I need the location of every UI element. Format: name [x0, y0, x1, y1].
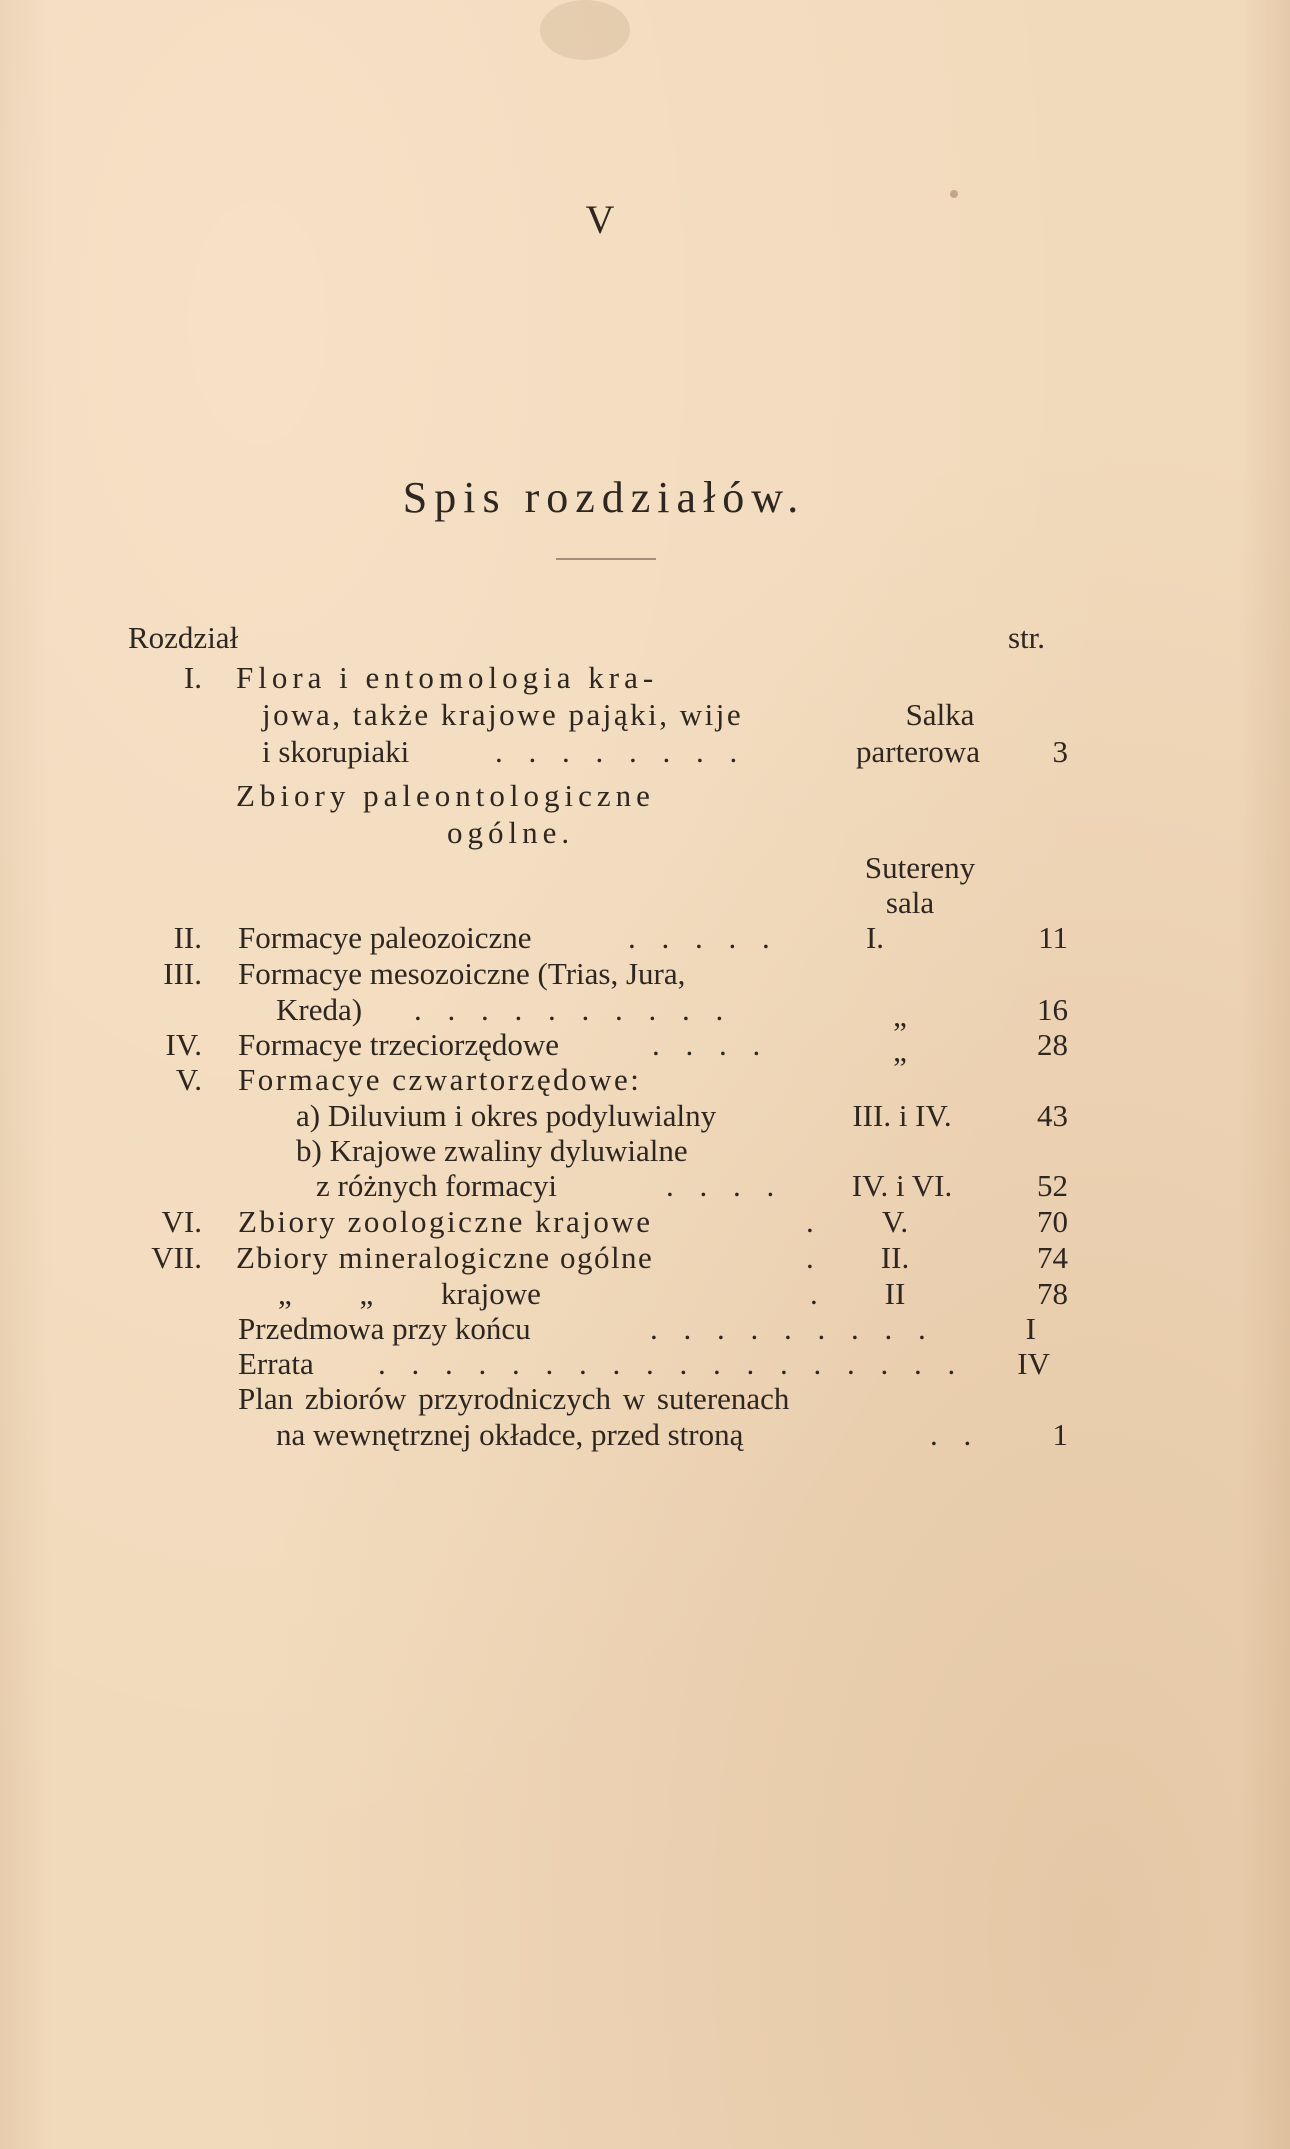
entry-title-line: Formacye czwartorzędowe:: [238, 1062, 642, 1097]
title-rule: [556, 558, 656, 560]
entry-title-line: ogólne.: [447, 815, 575, 850]
entry-title-line: i skorupiaki: [262, 734, 410, 769]
page-ref: 28: [1037, 1027, 1068, 1062]
chapter-number: I.: [183, 660, 202, 695]
chapter-number: IV.: [165, 1027, 202, 1062]
chapter-number: II.: [173, 920, 202, 955]
chapter-number: VI.: [161, 1204, 202, 1239]
leader-dots: .: [806, 1240, 814, 1275]
room-label: parterowa: [856, 734, 980, 769]
room-label: II.: [880, 1240, 910, 1275]
entry-title-line: Plan zbiorów przyrodniczych w suterenach: [238, 1381, 790, 1416]
entry-title-line: Przedmowa przy końcu: [238, 1311, 531, 1346]
entry-title-line: na wewnętrznej okładce, przed stroną: [276, 1417, 744, 1452]
leader-dots: .: [806, 1204, 814, 1239]
room-label: sala: [885, 885, 935, 920]
leader-dots: . . . .: [652, 1027, 770, 1062]
page-ref: I: [1025, 1311, 1036, 1346]
leader-dots: . . . . . . . . . . . . . . . . . .: [378, 1346, 965, 1381]
ditto-mark: „: [893, 998, 907, 1033]
entry-title-line: „ „ krajowe: [278, 1276, 541, 1311]
page-ref: 43: [1037, 1098, 1068, 1133]
ditto-mark: „: [893, 1033, 907, 1068]
chapter-number: VII.: [151, 1240, 202, 1275]
room-label: IV. i VI.: [851, 1168, 953, 1203]
entry-title-line: Flora i entomologia kra-: [236, 660, 659, 695]
room-label: II: [884, 1276, 906, 1311]
leader-dots: .: [810, 1276, 818, 1311]
leader-dots: . . . . . . . . .: [650, 1311, 935, 1346]
leader-dots: . . . . . . . . . .: [414, 992, 733, 1027]
room-label: V.: [881, 1204, 909, 1239]
page-ref: 78: [1037, 1276, 1068, 1311]
entry-title-line: a) Diluvium i okres podyluwialny: [296, 1098, 717, 1133]
entry-title-line: Zbiory mineralogiczne ogólne: [236, 1240, 654, 1275]
room-label: III. i IV.: [852, 1098, 952, 1133]
paper-stain: [540, 0, 630, 60]
entry-title-line: Formacye mesozoiczne (Trias, Jura,: [238, 956, 686, 991]
room-label: I.: [865, 920, 885, 955]
page-ref: IV: [1017, 1346, 1050, 1381]
entry-title-line: Formacye paleozoiczne: [238, 920, 532, 955]
entry-title-line: b) Krajowe zwaliny dyluwialne: [296, 1133, 688, 1168]
chapter-number: V.: [175, 1062, 202, 1097]
page-ref: 1: [1052, 1417, 1068, 1452]
room-label: Salka: [905, 697, 975, 732]
header-chapter-label: Rozdział: [128, 620, 239, 655]
header-page-label: str.: [1008, 620, 1046, 655]
page-title: Spis rozdziałów.: [402, 473, 806, 522]
page-ref: 11: [1038, 920, 1068, 955]
room-label: Sutereny: [864, 850, 976, 885]
entry-title-line: jowa, także krajowe pająki, wije: [262, 697, 744, 732]
leader-dots: . . . . . . . .: [495, 734, 747, 769]
page-ref: 70: [1037, 1204, 1068, 1239]
entry-title-line: Zbiory paleontologiczne: [236, 778, 655, 813]
page-ref: 52: [1037, 1168, 1068, 1203]
entry-title-line: Errata: [238, 1346, 314, 1381]
page-number: V: [585, 197, 615, 242]
page-ref: 16: [1037, 992, 1068, 1027]
chapter-number: III.: [163, 956, 202, 991]
page-ref: 74: [1037, 1240, 1068, 1275]
leader-dots: . . . . .: [628, 920, 779, 955]
entry-title-line: Zbiory zoologiczne krajowe: [238, 1204, 653, 1239]
entry-title-line: z różnych formacyi: [316, 1168, 557, 1203]
entry-title-line: Formacye trzeciorzędowe: [238, 1027, 560, 1062]
page-ref: 3: [1052, 734, 1068, 769]
leader-dots: . .: [930, 1417, 981, 1452]
entry-title-line: Kreda): [276, 992, 363, 1027]
leader-dots: . . . .: [666, 1168, 784, 1203]
